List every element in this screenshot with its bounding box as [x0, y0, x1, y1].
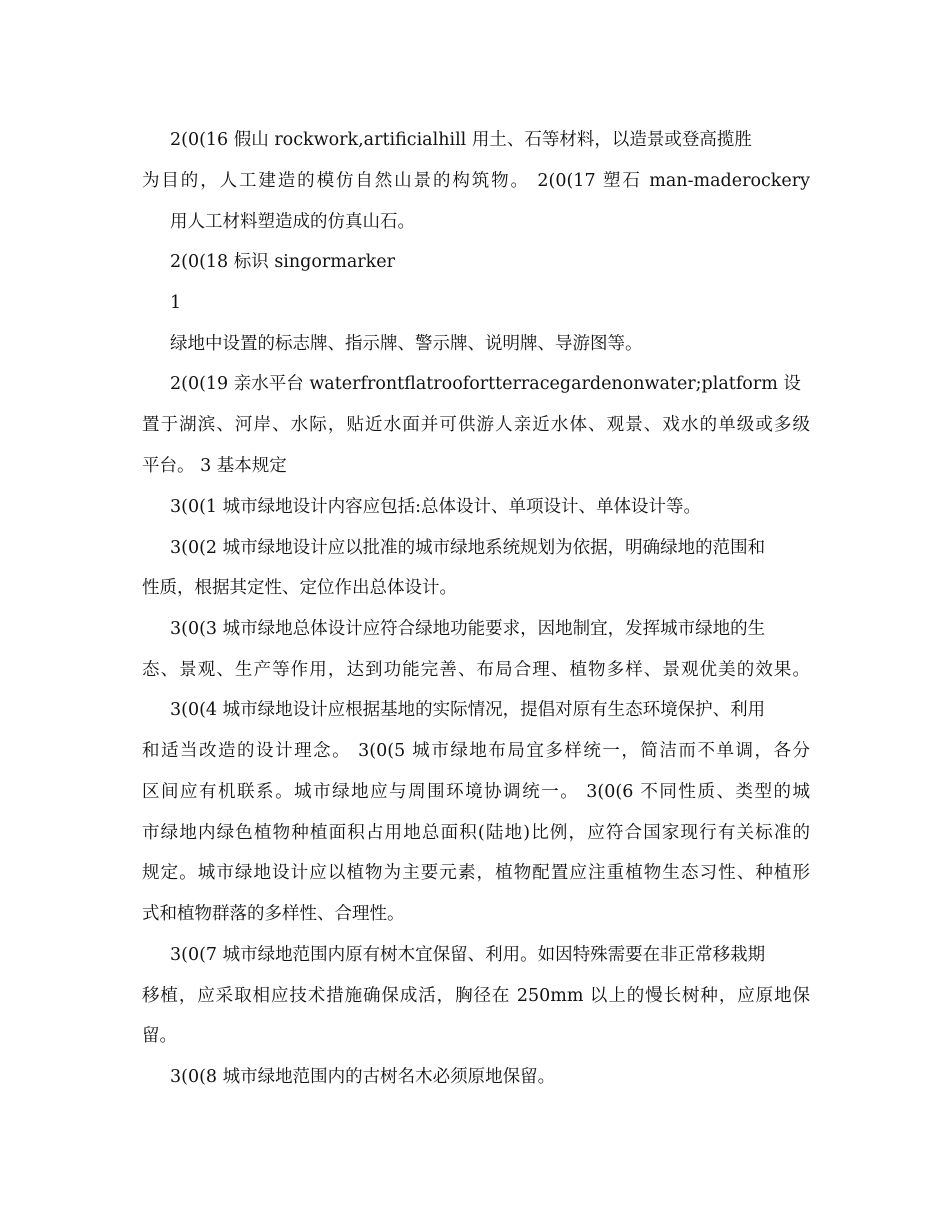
text-line: 态、景观、生产等作用，达到功能完善、布局合理、植物多样、景观优美的效果。: [142, 660, 810, 680]
text-line: 移植，应采取相应技术措施确保成活，胸径在 250mm 以上的慢长树种，应原地保: [142, 986, 810, 1006]
text-line: 留。: [142, 1026, 177, 1046]
text-line: 式和植物群落的多样性、合理性。: [142, 904, 405, 924]
text-line: 用人工材料塑造成的仿真山石。: [170, 212, 415, 232]
text-line: 1: [170, 293, 182, 313]
text-line: 置于湖滨、河岸、水际，贴近水面并可供游人亲近水体、观景、戏水的单级或多级: [142, 415, 810, 435]
text-line: 3(0(7 城市绿地范围内原有树木宜保留、利用。如因特殊需要在非正常移栽期: [170, 945, 766, 965]
text-line: 绿地中设置的标志牌、指示牌、警示牌、说明牌、导游图等。: [170, 334, 643, 354]
text-line: 3(0(2 城市绿地设计应以批准的城市绿地系统规划为依据，明确绿地的范围和: [170, 538, 766, 558]
text-line: 为目的，人工建造的模仿自然山景的构筑物。 2(0(17 塑石 man-maderockery: [142, 171, 810, 191]
text-line: 和适当改造的设计理念。 3(0(5 城市绿地布局宜多样统一，简洁而不单调，各分: [142, 741, 810, 761]
text-line: 3(0(4 城市绿地设计应根据基地的实际情况，提倡对原有生态环境保护、利用: [170, 700, 766, 720]
text-line: 规定。城市绿地设计应以植物为主要元素，植物配置应注重植物生态习性、种植形: [142, 863, 810, 883]
text-line: 2(0(18 标识 singormarker: [170, 252, 395, 272]
text-line: 区间应有机联系。城市绿地应与周围环境协调统一。 3(0(6 不同性质、类型的城: [142, 782, 810, 802]
text-line: 3(0(8 城市绿地范围内的古树名木必须原地保留。: [170, 1067, 556, 1087]
text-line: 平台。 3 基本规定: [142, 456, 287, 476]
text-line: 性质，根据其定性、定位作出总体设计。: [142, 578, 457, 598]
text-line: 3(0(3 城市绿地总体设计应符合绿地功能要求，因地制宜，发挥城市绿地的生: [170, 619, 766, 639]
text-line: 市绿地内绿色植物种植面积占用地总面积(陆地)比例，应符合国家现行有关标准的: [142, 823, 810, 843]
text-line: 3(0(1 城市绿地设计内容应包括:总体设计、单项设计、单体设计等。: [170, 497, 702, 517]
text-line: 2(0(16 假山 rockwork,artificialhill 用土、石等材料，以造景或登高揽胜: [170, 130, 752, 150]
text-line: 2(0(19 亲水平台 waterfrontflatroofortterracegardenonwater;platform 设: [170, 374, 801, 394]
